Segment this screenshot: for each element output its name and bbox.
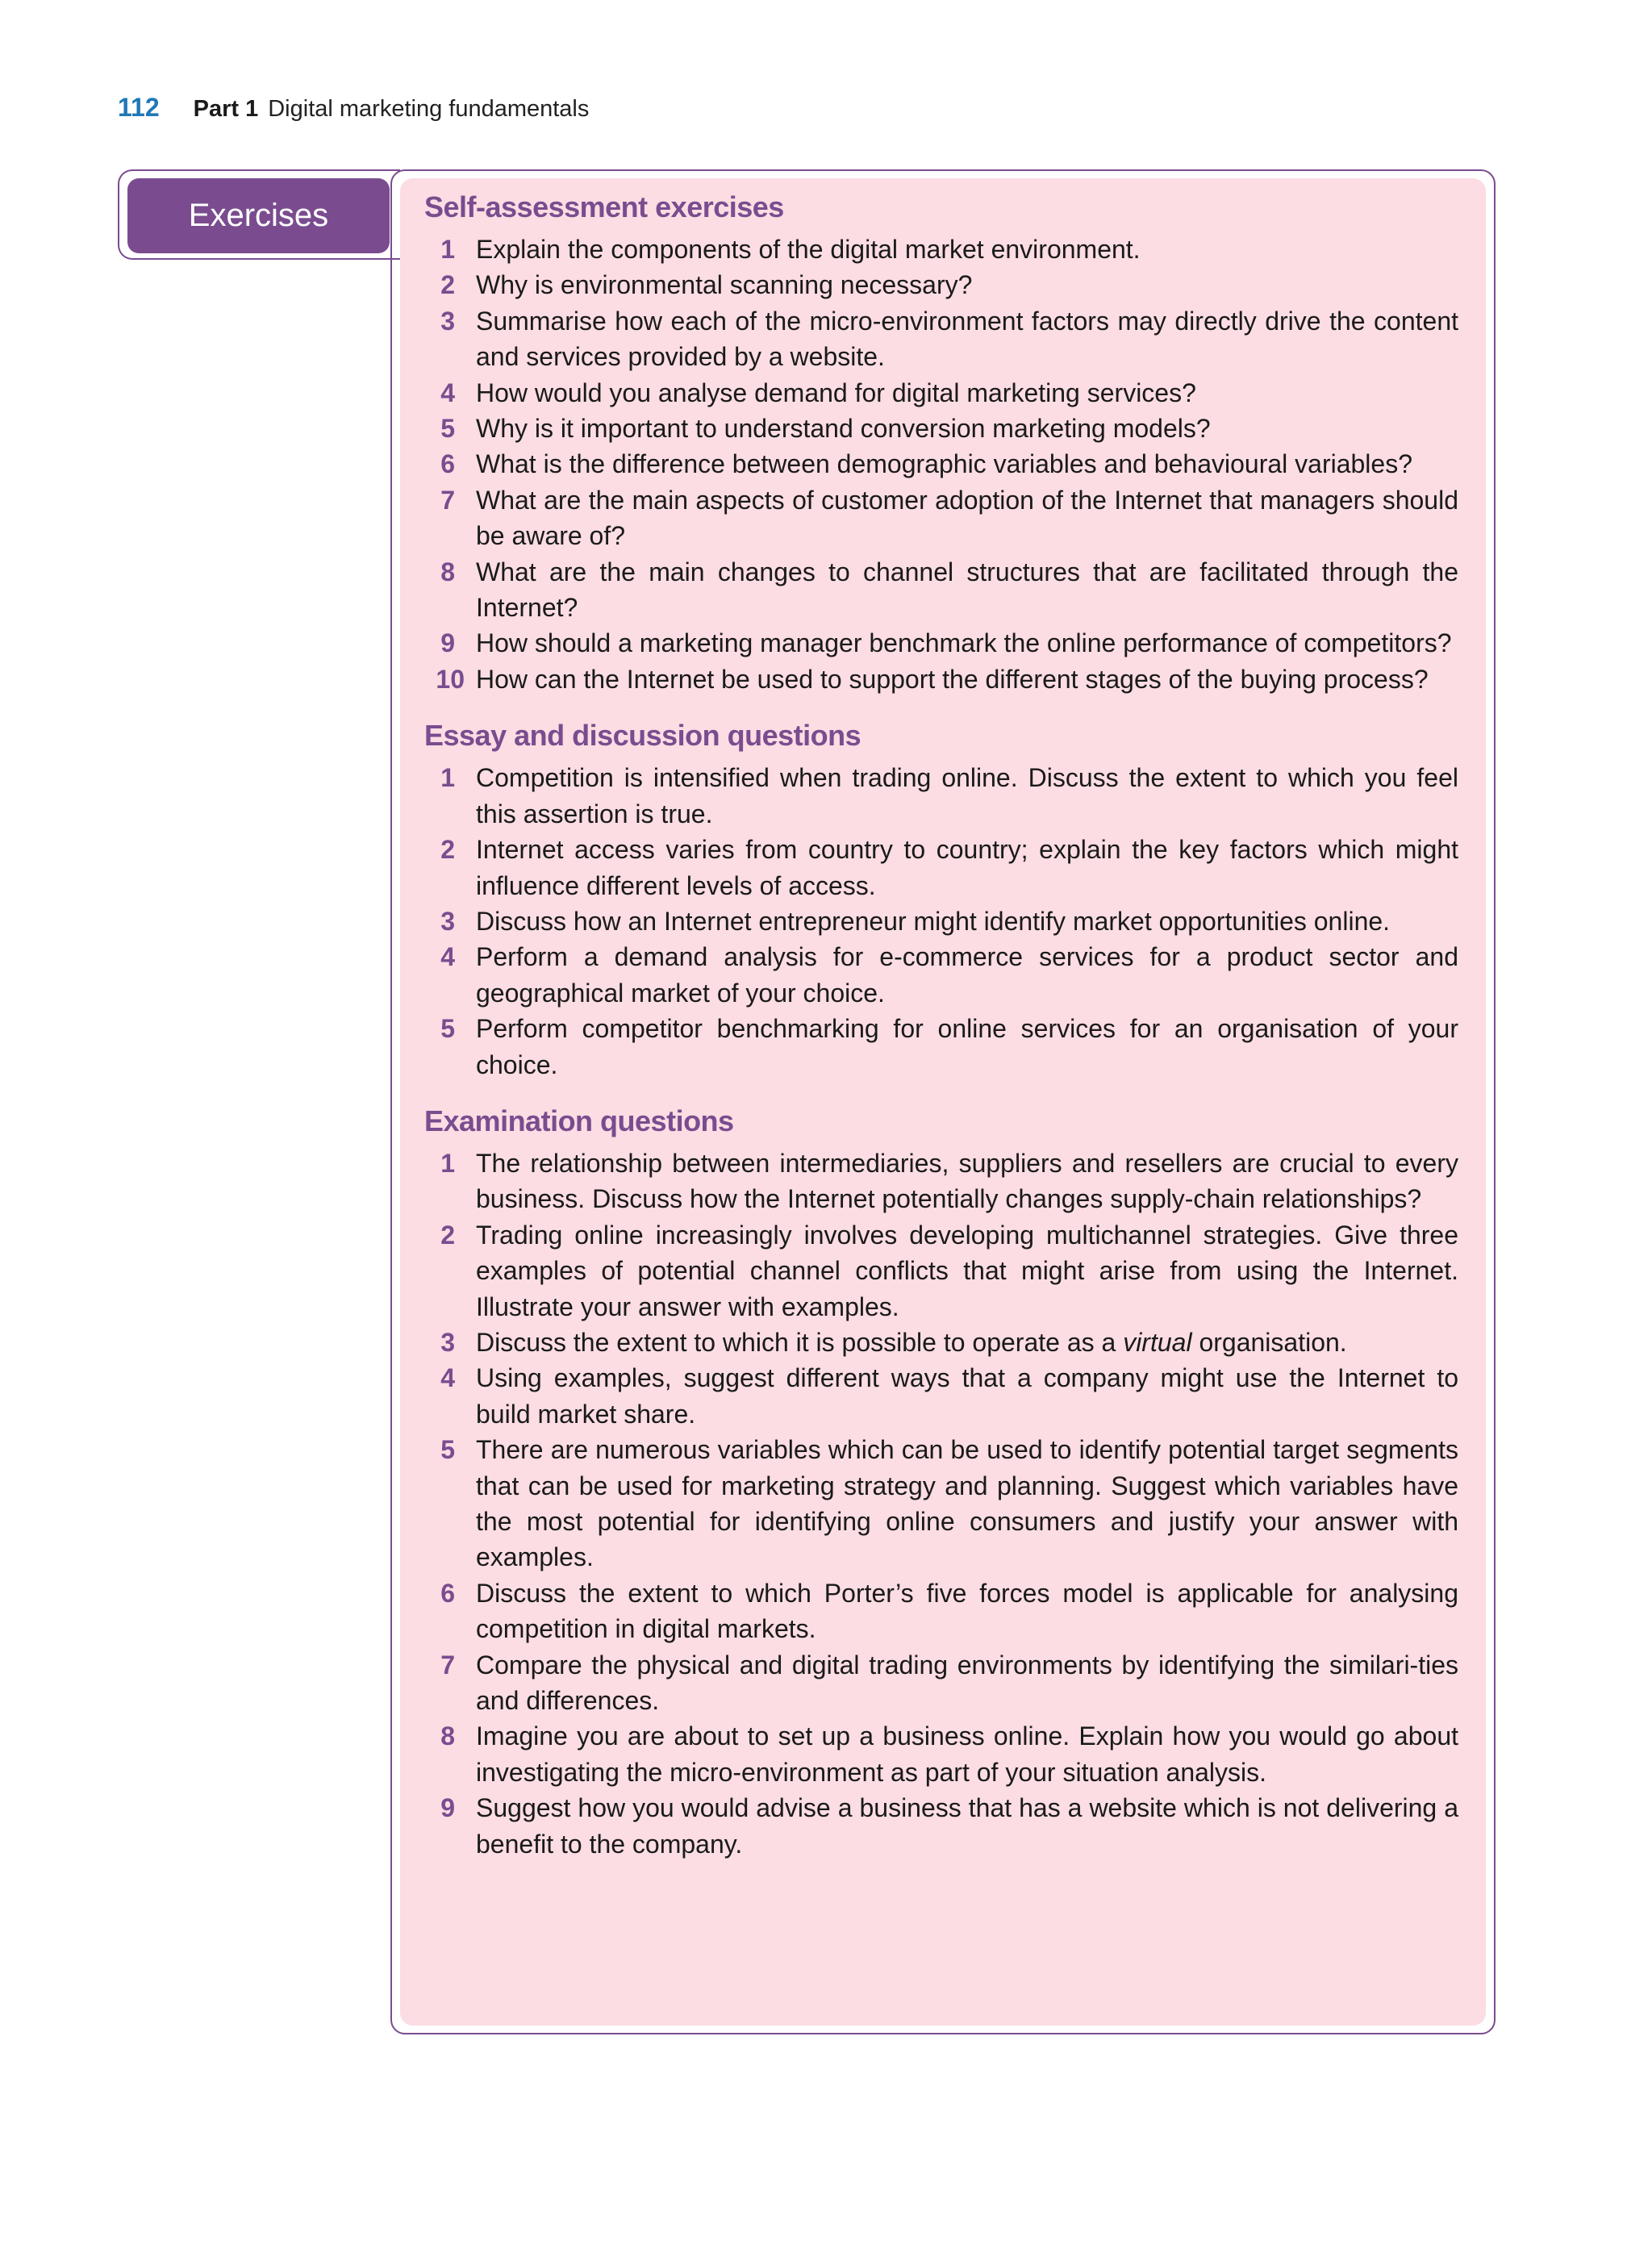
item-number: 2 [440, 1220, 455, 1250]
item-text: Suggest how you would advise a business that has a website which is not delivering a benefit to the company. [476, 1793, 1458, 1859]
list-item [424, 267, 1458, 303]
item-text: Discuss how an Internet entrepreneur might identify market opportunities online. [476, 906, 1391, 936]
exercises-tab: Exercises [127, 178, 390, 253]
item-number: 3 [440, 306, 455, 336]
item-number: 9 [440, 1793, 455, 1823]
item-number: 7 [440, 485, 455, 515]
item-number: 6 [440, 449, 455, 479]
item-number: 7 [440, 1650, 455, 1680]
item-text: What are the main aspects of customer adoption of the Internet that managers should be aware of? [476, 485, 1458, 551]
item-text: Why is environmental scanning necessary? [476, 270, 973, 300]
item-number: 9 [440, 628, 455, 658]
item-number: 5 [440, 1435, 455, 1465]
page-number: 112 [118, 93, 160, 122]
section-heading: Essay and discussion questions [424, 719, 861, 753]
item-text: Explain the components of the digital market environment. [476, 235, 1141, 264]
list-item [424, 1790, 1458, 1862]
item-text: How can the Internet be used to support the different stages of the buying process? [476, 664, 1429, 694]
item-text: Perform a demand analysis for e-commerce services for a product sector and geographical market of your choice. [476, 942, 1458, 1008]
item-text: What are the main changes to channel structures that are facilitated through the Internet? [476, 557, 1458, 623]
item-text [476, 1325, 1458, 1360]
item-number: 2 [440, 270, 455, 300]
item-number: 3 [440, 906, 455, 936]
part-label: Part 1 [193, 96, 259, 122]
item-text: There are numerous variables which can be used to identify potential target segments that can be used for marketing strategy and planning. Suggest which variables have the most potential for identifying online consumers and justify your answer with examples. [476, 1435, 1458, 1572]
item-text: What is the difference between demographic variables and behavioural variables? [476, 449, 1412, 479]
exercises-panel [400, 178, 1486, 2026]
list-item [424, 1647, 1458, 1719]
list-item [424, 1575, 1458, 1647]
list-item [424, 760, 1458, 832]
item-text: Discuss the extent to which Porter’s five forces model is applicable for analysing competition in digital markets. [476, 1578, 1458, 1644]
item-number: 1 [440, 1148, 455, 1178]
running-head [118, 93, 589, 130]
list-item [424, 1217, 1458, 1325]
list-item [424, 1145, 1458, 1217]
item-text-before: Discuss the extent to which it is possible to operate as a [476, 1327, 1124, 1357]
list-item [424, 1325, 1458, 1360]
item-number: 5 [440, 414, 455, 444]
item-number: 4 [440, 378, 455, 407]
list-item [424, 1432, 1458, 1575]
list-item [424, 832, 1458, 903]
list-item [424, 554, 1458, 626]
item-number: 1 [440, 763, 455, 793]
item-number: 4 [440, 942, 455, 972]
section-heading: Self-assessment exercises [424, 190, 784, 223]
item-number: 6 [440, 1578, 455, 1608]
item-text: Imagine you are about to set up a business online. Explain how you would go about investigating the micro-environment as part of your situation analysis. [476, 1721, 1458, 1787]
list-item [424, 661, 1458, 697]
list-item [424, 1360, 1458, 1432]
item-number: 3 [440, 1327, 455, 1357]
item-text: How would you analyse demand for digital marketing services? [476, 378, 1196, 407]
item-text: Internet access varies from country to country; explain the key factors which might influence different levels of access. [476, 835, 1458, 900]
item-number: 2 [440, 835, 455, 865]
list-item [424, 446, 1458, 482]
list-item [424, 411, 1458, 446]
item-number: 8 [440, 1721, 455, 1751]
list-item [424, 375, 1458, 411]
item-text-after: organisation. [1191, 1327, 1347, 1357]
section-heading: Examination questions [424, 1104, 734, 1137]
list-item [424, 903, 1458, 939]
item-text: How should a marketing manager benchmark the online performance of competitors? [476, 628, 1452, 658]
item-text: Competition is intensified when trading online. Discuss the extent to which you feel this assertion is true. [476, 763, 1458, 828]
item-text-emphasis: virtual [1123, 1327, 1192, 1357]
section-examination [424, 1104, 1458, 1862]
item-text: The relationship between intermediaries, suppliers and resellers are crucial to every business. Discuss how the Internet potentially changes supply-chain relationships? [476, 1148, 1458, 1214]
section-essay-discussion [424, 718, 1458, 1083]
item-number: 5 [440, 1014, 455, 1044]
item-text: Using examples, suggest different ways that a company might use the Internet to build market share. [476, 1363, 1458, 1429]
list-item [424, 482, 1458, 554]
part-title: Digital marketing fundamentals [268, 96, 590, 122]
item-text: Summarise how each of the micro-environment factors may directly drive the content and services provided by a website. [476, 306, 1458, 372]
list-item [424, 625, 1458, 661]
item-text: Compare the physical and digital trading environments by identifying the similari-ties and differences. [476, 1650, 1458, 1716]
list-item [424, 1718, 1458, 1790]
item-number: 4 [440, 1363, 455, 1393]
item-number: 10 [436, 664, 465, 694]
item-text: Why is it important to understand conversion marketing models? [476, 414, 1211, 444]
item-text: Perform competitor benchmarking for online services for an organisation of your choice. [476, 1014, 1458, 1079]
section-self-assessment [424, 190, 1458, 697]
list-item [424, 939, 1458, 1011]
item-number: 8 [440, 557, 455, 586]
list-item [424, 1011, 1458, 1083]
item-text: Trading online increasingly involves developing multichannel strategies. Give three examples of potential channel conflicts that might arise from using the Internet. Illustrate your answer with examples. [476, 1220, 1458, 1321]
item-number: 1 [440, 235, 455, 264]
list-item [424, 232, 1458, 267]
list-item [424, 303, 1458, 375]
